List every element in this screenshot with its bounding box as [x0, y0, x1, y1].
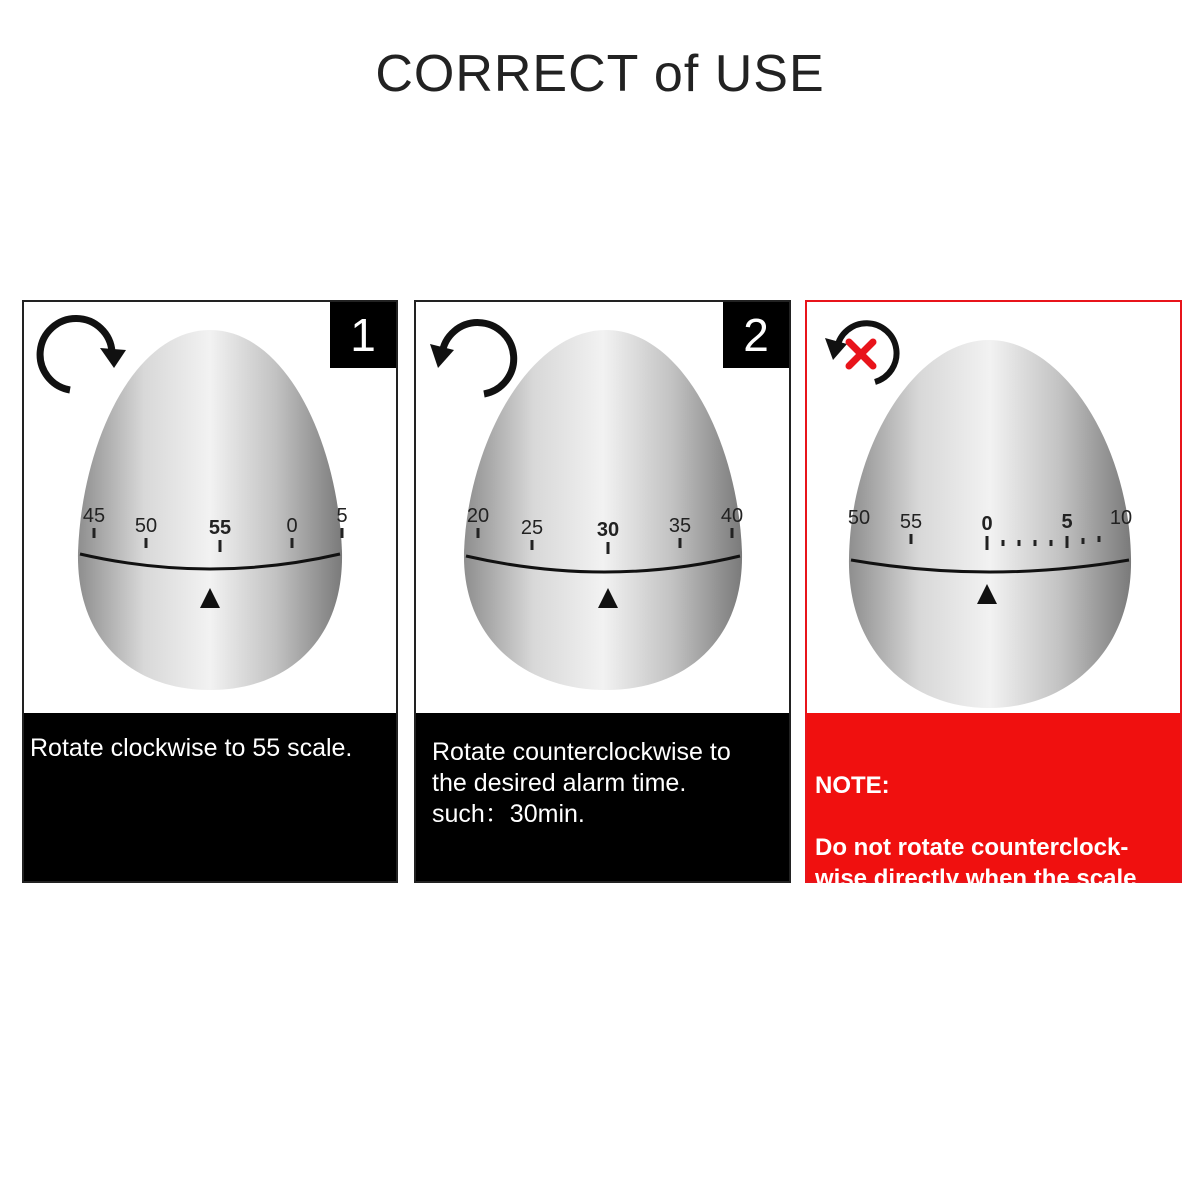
scale-label: 30 [596, 519, 620, 541]
scale-label: 5 [336, 505, 348, 527]
egg-timer-image [24, 322, 396, 722]
scale-label: 35 [668, 515, 692, 537]
scale-label: 50 [134, 515, 158, 537]
warning-panel [805, 300, 1182, 923]
scale-label: 10 [1109, 507, 1133, 529]
note-body: Do not rotate counterclock- wise directly when the scale is 0, it will damage the timer. [815, 834, 1140, 923]
scale-label: 50 [847, 507, 871, 529]
caption-text: Rotate clockwise to 55 scale. [30, 734, 353, 762]
caption-box [807, 713, 1180, 923]
scale-label: 55 [899, 511, 923, 533]
caption-box [24, 713, 396, 881]
scale-label: 0 [981, 513, 993, 535]
caption-box [416, 713, 789, 881]
egg-timer-image [807, 322, 1180, 722]
step-number-badge: 1 [330, 302, 396, 368]
scale-label: 25 [520, 517, 544, 539]
caption-text [815, 739, 1139, 925]
scale-label: 5 [1061, 511, 1073, 533]
egg-timer-image [416, 322, 789, 722]
page-title: CORRECT of USE [375, 45, 825, 103]
caption-text: Rotate counterclockwise to the desired alarm time. such：30min. [432, 738, 731, 828]
step-2-panel [414, 300, 791, 883]
note-title: NOTE: [815, 772, 890, 799]
scale-label: 55 [208, 517, 232, 539]
scale-label: 20 [466, 505, 490, 527]
step-1-panel [22, 300, 398, 883]
step-number-badge: 2 [723, 302, 789, 368]
scale-label: 45 [82, 505, 106, 527]
scale-label: 40 [720, 505, 744, 527]
scale-label: 0 [286, 515, 298, 537]
